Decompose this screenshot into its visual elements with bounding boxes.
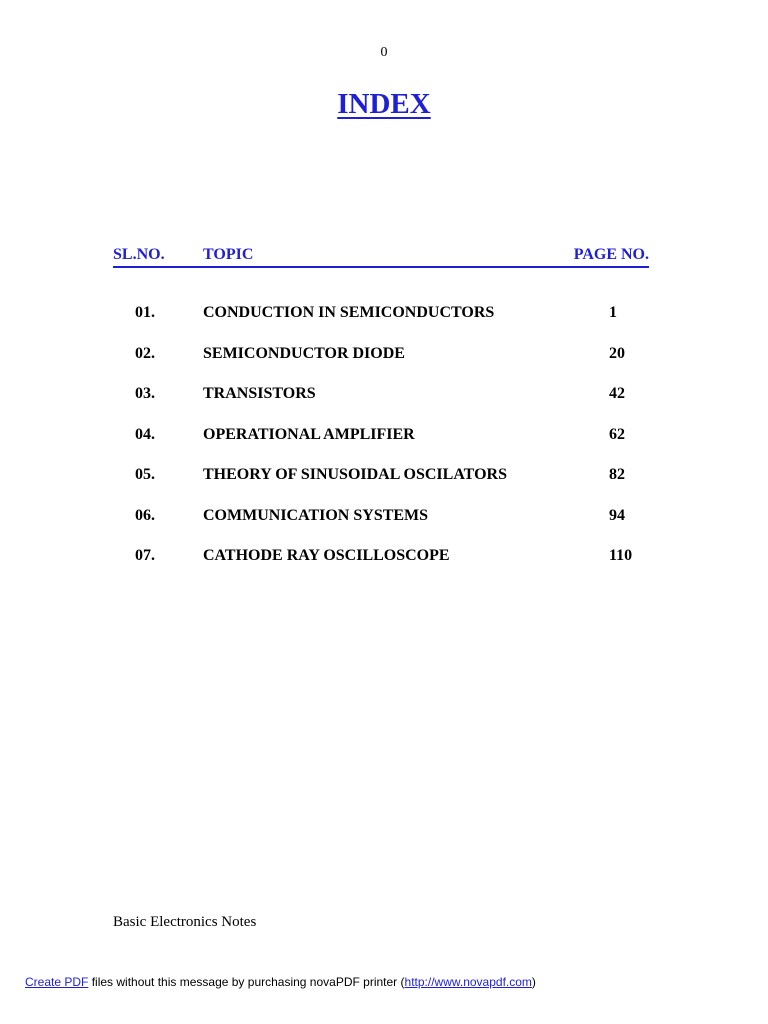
row-page-no: 1	[609, 304, 617, 321]
row-sl-no: 02.	[135, 344, 155, 362]
index-table-body	[0, 304, 768, 588]
row-sl-no: 04.	[135, 425, 155, 443]
row-page-no: 110	[609, 547, 633, 564]
row-sl-no: 07.	[135, 547, 155, 564]
novapdf-notice	[25, 975, 536, 989]
row-sl-no: 01.	[135, 304, 155, 321]
table-row	[0, 426, 768, 467]
row-topic: CATHODE RAY OSCILLOSCOPE	[203, 547, 450, 564]
create-pdf-link[interactable]: Create PDF	[25, 975, 89, 989]
row-sl-no: 06.	[135, 506, 155, 524]
row-topic: THEORY OF SINUSOIDAL OSCILATORS	[203, 466, 507, 483]
table-row	[0, 466, 768, 507]
row-page-no: 20	[609, 344, 625, 362]
header-topic: TOPIC	[203, 246, 254, 263]
table-row	[0, 507, 768, 548]
table-row	[0, 345, 768, 386]
index-table-header	[113, 246, 649, 268]
row-topic: OPERATIONAL AMPLIFIER	[203, 425, 415, 443]
table-row	[0, 304, 768, 345]
row-page-no: 94	[609, 506, 625, 524]
row-page-no: 42	[609, 385, 625, 402]
row-topic: CONDUCTION IN SEMICONDUCTORS	[203, 304, 495, 321]
row-page-no: 82	[609, 466, 625, 483]
row-sl-no: 03.	[135, 385, 155, 402]
table-row	[0, 547, 768, 588]
row-page-no: 62	[609, 425, 625, 443]
novapdf-notice-end: )	[531, 975, 536, 989]
table-row	[0, 385, 768, 426]
row-topic: SEMICONDUCTOR DIODE	[203, 344, 405, 362]
header-page-no: PAGE NO.	[573, 246, 649, 263]
novapdf-url-link[interactable]: http://www.novapdf.com	[404, 975, 532, 989]
row-sl-no: 05.	[135, 466, 155, 483]
footer-note: Basic Electronics Notes	[113, 914, 257, 930]
page-title: INDEX	[337, 88, 431, 120]
novapdf-notice-text: files without this message by purchasing novaPDF printer (	[88, 975, 405, 989]
header-sl-no: SL.NO.	[113, 246, 165, 263]
page-number: 0	[380, 45, 388, 60]
row-topic: TRANSISTORS	[203, 385, 316, 402]
row-topic: COMMUNICATION SYSTEMS	[203, 506, 429, 524]
